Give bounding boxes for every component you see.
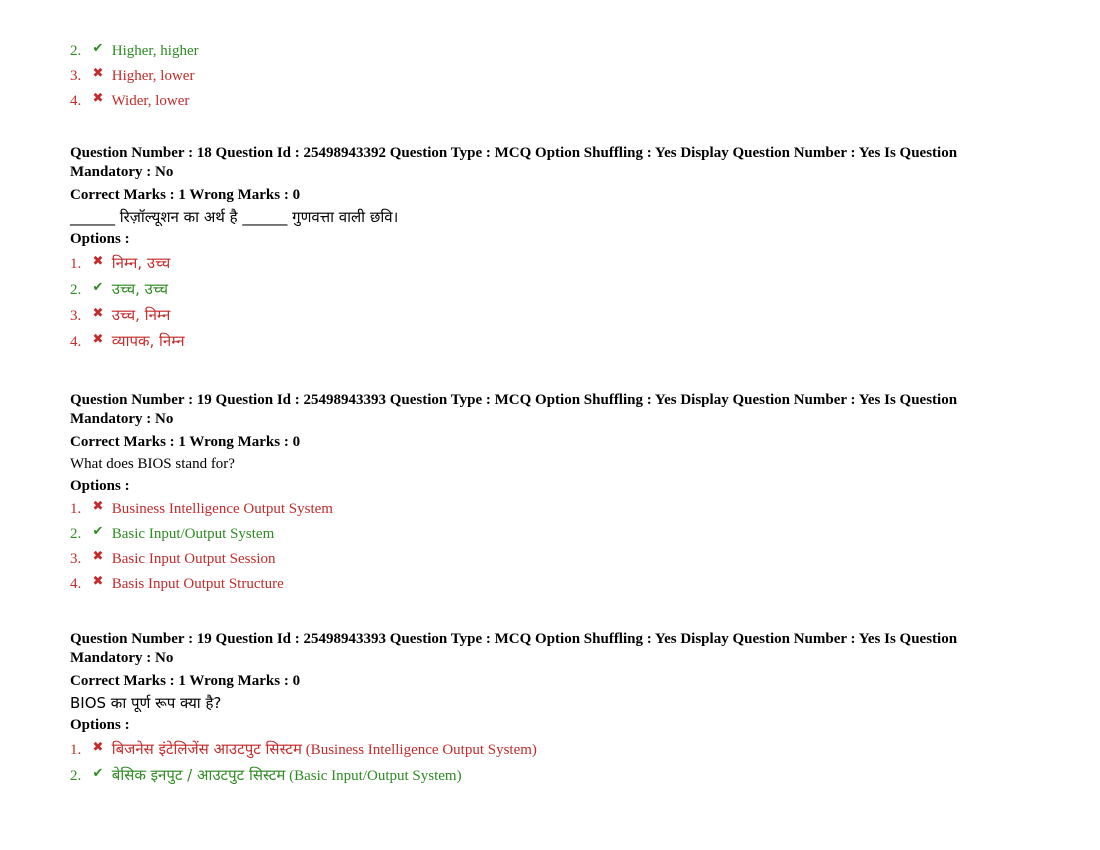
question-marks: Correct Marks : 1 Wrong Marks : 0 bbox=[70, 187, 301, 203]
option-row bbox=[70, 762, 1030, 788]
option-row bbox=[70, 64, 1030, 89]
option-number: 2. bbox=[70, 282, 82, 298]
cross-icon: ✖ bbox=[92, 574, 104, 589]
option-text: Basic Input Output Session bbox=[111, 551, 276, 567]
cross-icon: ✖ bbox=[92, 740, 104, 755]
question-marks: Correct Marks : 1 Wrong Marks : 0 bbox=[70, 673, 301, 689]
question-text: BIOS का पूर्ण रूप क्या है? bbox=[70, 694, 222, 712]
cross-icon: ✖ bbox=[92, 549, 104, 564]
option-text: Basis Input Output Structure bbox=[111, 576, 284, 592]
option-text: उच्च, निम्न bbox=[111, 306, 171, 324]
option-text: Basic Input/Output System bbox=[111, 526, 275, 542]
question-text: What does BIOS stand for? bbox=[70, 456, 235, 472]
option-row bbox=[70, 39, 1030, 64]
option-number: 1. bbox=[70, 256, 82, 272]
option-row bbox=[70, 572, 1030, 597]
option-number: 3. bbox=[70, 551, 82, 567]
cross-icon: ✖ bbox=[92, 499, 104, 514]
option-text-english: (Basic Input/Output System) bbox=[285, 768, 462, 784]
option-number: 3. bbox=[70, 308, 82, 324]
option-number: 2. bbox=[70, 768, 82, 784]
question-meta: Question Number : 18 Question Id : 25498943392 Question Type : MCQ Option Shuffling : Yes Display Question Number : Yes Is Question Mandatory : No bbox=[70, 145, 958, 180]
option-text: व्यापक, निम्न bbox=[111, 332, 185, 350]
options-label: Options : bbox=[70, 231, 130, 247]
check-icon: ✔ bbox=[92, 524, 104, 539]
option-row bbox=[70, 302, 1030, 328]
option-text: बेसिक इनपुट / आउटपुट सिस्टम bbox=[111, 766, 286, 784]
option-row bbox=[70, 328, 1030, 354]
options-label: Options : bbox=[70, 478, 130, 494]
option-row bbox=[70, 547, 1030, 572]
question-text: ______ रिज़ॉल्यूशन का अर्थ है ______ गुणवत्ता वाली छवि। bbox=[70, 208, 399, 226]
option-text-english: (Business Intelligence Output System) bbox=[301, 742, 537, 758]
question-marks: Correct Marks : 1 Wrong Marks : 0 bbox=[70, 434, 301, 450]
option-text: उच्च, उच्च bbox=[111, 280, 169, 298]
question-block-19-english bbox=[70, 391, 1030, 597]
option-row bbox=[70, 497, 1030, 522]
option-number: 3. bbox=[70, 68, 82, 84]
option-text: Higher, lower bbox=[111, 68, 195, 84]
option-row bbox=[70, 522, 1030, 547]
option-row bbox=[70, 250, 1030, 276]
question-meta: Question Number : 19 Question Id : 25498943393 Question Type : MCQ Option Shuffling : Yes Display Question Number : Yes Is Question Mandatory : No bbox=[70, 631, 958, 666]
option-row bbox=[70, 736, 1030, 762]
prev-question-options bbox=[70, 39, 1030, 114]
option-text: Wider, lower bbox=[111, 93, 190, 109]
option-number: 2. bbox=[70, 43, 82, 59]
option-number: 4. bbox=[70, 334, 82, 350]
cross-icon: ✖ bbox=[92, 332, 104, 347]
check-icon: ✔ bbox=[92, 41, 104, 56]
option-number: 1. bbox=[70, 742, 82, 758]
option-number: 4. bbox=[70, 93, 82, 109]
option-text: बिजनेस इंटेलिजेंस आउटपुट सिस्टम bbox=[111, 740, 302, 758]
option-text: निम्न, उच्च bbox=[111, 254, 171, 272]
cross-icon: ✖ bbox=[92, 91, 104, 106]
option-row bbox=[70, 89, 1030, 114]
option-number: 4. bbox=[70, 576, 82, 592]
options-label: Options : bbox=[70, 717, 130, 733]
check-icon: ✔ bbox=[92, 280, 104, 295]
option-text: Business Intelligence Output System bbox=[111, 501, 333, 517]
option-text: Higher, higher bbox=[111, 43, 199, 59]
question-meta: Question Number : 19 Question Id : 25498943393 Question Type : MCQ Option Shuffling : Yes Display Question Number : Yes Is Question Mandatory : No bbox=[70, 392, 958, 427]
option-number: 1. bbox=[70, 501, 82, 517]
check-icon: ✔ bbox=[92, 766, 104, 781]
cross-icon: ✖ bbox=[92, 254, 104, 269]
question-block-19-hindi bbox=[70, 630, 1030, 788]
option-number: 2. bbox=[70, 526, 82, 542]
option-row bbox=[70, 276, 1030, 302]
cross-icon: ✖ bbox=[92, 66, 104, 81]
cross-icon: ✖ bbox=[92, 306, 104, 321]
question-block-18 bbox=[70, 144, 1030, 354]
